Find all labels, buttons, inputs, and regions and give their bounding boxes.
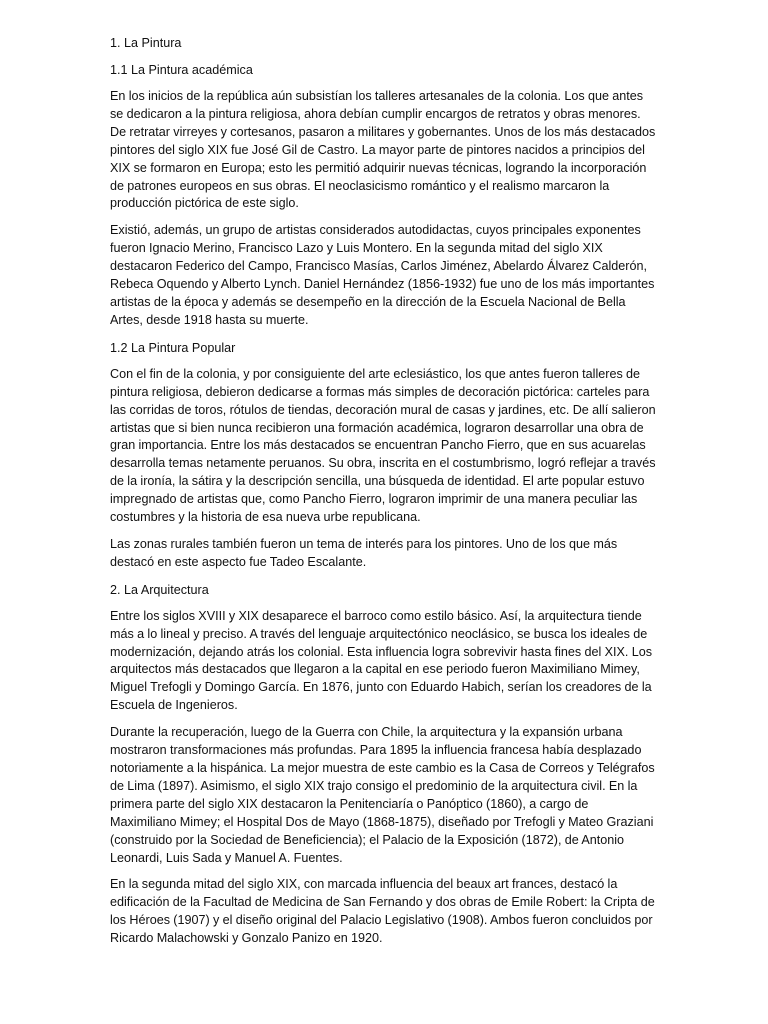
section-heading-la-pintura: 1. La Pintura — [110, 36, 182, 50]
paragraph-pintura-popular-2: Las zonas rurales también fueron un tema de interés para los pintores. Uno de los que más destacó en este aspecto fue Tadeo Escalante. — [110, 536, 618, 569]
paragraph-arquitectura-3: En la segunda mitad del siglo XIX, con marcada influencia del beaux art frances, destacó la edificación de la Facultad de Medicina de San Fernando y dos obras de Emile Robert: la Cripta de los Héroes (1907) y el diseño original del Palacio Legislativo (1908). Ambos fueron concluidos por Ricardo Malachowski y Gonzalo Panizo en 1920. — [110, 877, 655, 946]
paragraph-arquitectura-1: Entre los siglos XVIII y XIX desaparece el barroco como estilo básico. Así, la arquitectura tiende más a lo lineal y preciso. A través del lenguaje arquitectónico neoclásico, se busca los ideales de modernización, dejando atrás los colonial. Esta influencia logra sobrevivir hasta fines del XIX. Los arquitectos más destacados que llegaron a la capital en ese periodo fueron Maximiliano Mimey, Miguel Trefogli y Domingo García. En 1876, junto con Eduardo Habich, serían los creadores de la Escuela de Ingenieros. — [110, 608, 653, 713]
paragraph-pintura-popular-1: Con el fin de la colonia, y por consiguiente del arte eclesiástico, los que antes fueron talleres de pintura religiosa, debieron dedicarse a formas más simples de decoración pictórica: carteles para las corridas de toros, rótulos de tiendas, decoración mural de casas y jardines, etc. De allí salieron artistas que si bien nunca recibieron una formación académica, lograron desarrollar una obra de gran importancia. Entre los más destacados se encuentran Pancho Fierro, que en sus acuarelas desarrolla temas netamente peruanos. Su obra, inscrita en el costumbrismo, logró reflejar a través de la ironía, la sátira y la descripción sencilla, una búsqueda de identidad. El arte popular estuvo impregnado de artistas que, como Pancho Fierro, lograron imprimir de una manera peculiar las costumbres y la historia de esa nueva urbe republicana. — [110, 366, 656, 525]
document-page — [110, 34, 658, 957]
paragraph-pintura-academica-2: Existió, además, un grupo de artistas considerados autodidactas, cuyos principales exponentes fueron Ignacio Merino, Francisco Lazo y Luis Montero. En la segunda mitad del siglo XIX destacaron Federico del Campo, Francisco Masías, Carlos Jiménez, Abelardo Álvarez Calderón, Rebeca Oquendo y Alberto Lynch. Daniel Hernández (1856-1932) fue uno de los más importantes artistas de la época y además se desempeño en la dirección de la Escuela Nacional de Bella Artes, desde 1918 hasta su muerte. — [110, 223, 655, 327]
paragraph-pintura-academica-1: En los inicios de la república aún subsistían los talleres artesanales de la colonia. Los que antes se dedicaron a la pintura religiosa, ahora debían cumplir encargos de retratos y obras menores. De retratar virreyes y cortesanos, pasaron a militares y gobernantes. Unos de los más destacados pintores del siglo XIX fue José Gil de Castro. La mayor parte de pintores nacidos a principios del XIX se formaron en Europa; esto les permitió adquirir nuevas técnicas, logrando la incorporación de patrones europeos en sus obras. El neoclasicismo romántico y el realismo marcaron la producción pictórica de este siglo. — [110, 89, 656, 211]
paragraph-arquitectura-2: Durante la recuperación, luego de la Guerra con Chile, la arquitectura y la expansión urbana mostraron transformaciones más profundas. Para 1895 la influencia francesa había desplazado notoriamente a la hispánica. La mejor muestra de este cambio es la Casa de Correos y Telégrafos de Lima (1897). Asimismo, el siglo XIX trajo consigo el predominio de la arquitectura civil. En la primera parte del siglo XIX destacaron la Penitenciaría o Panóptico (1860), a cargo de Maximiliano Mimey; el Hospital Dos de Mayo (1868-1875), diseñado por Trefogli y Mateo Graziani (construido por la Sociedad de Beneficiencia); el Palacio de la Exposición (1872), de Antonio Leonardi, Luis Sada y Manuel A. Fuentes. — [110, 725, 655, 865]
section-heading-pintura-popular: 1.2 La Pintura Popular — [110, 340, 236, 355]
section-heading-pintura-academica: 1.1 La Pintura académica — [110, 63, 253, 77]
section-heading-la-arquitectura: 2. La Arquitectura — [110, 582, 209, 597]
